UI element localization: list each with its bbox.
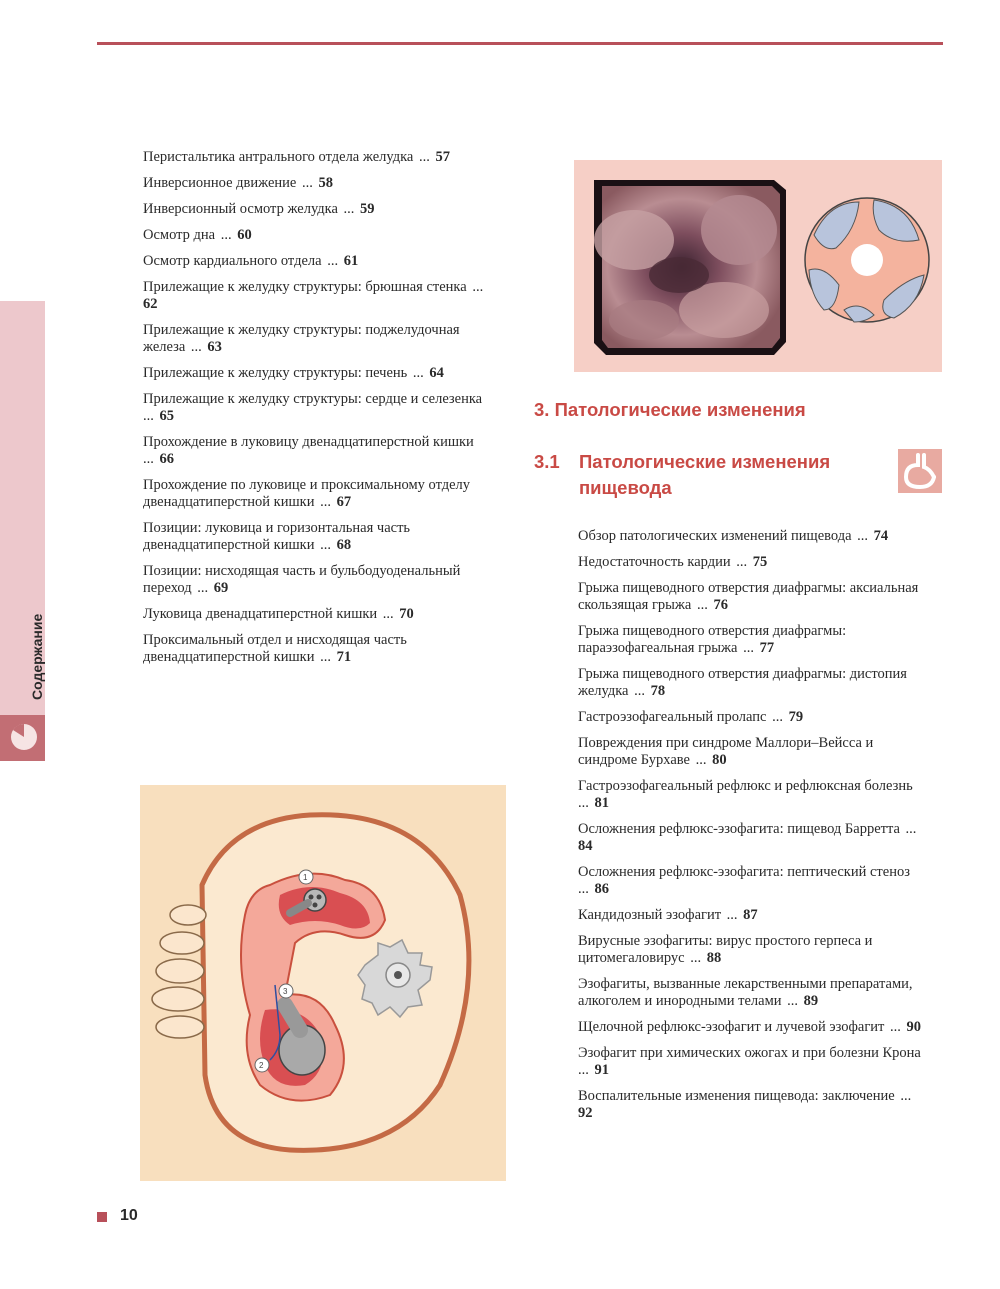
section-3-1-title-line2: пищевода [579,477,672,498]
toc-entry-leader: ... [853,528,872,544]
toc-entry[interactable] [143,477,488,511]
toc-entry-title: Эзофагит при химических ожогах и при болезни Крона [578,1045,921,1061]
toc-entry[interactable] [143,253,488,270]
toc-entry-page: 74 [873,528,889,544]
toc-entry-title: Прилежащие к желудку структуры: поджелудочная железа [143,322,460,355]
toc-entry[interactable] [578,907,923,924]
toc-entry[interactable] [578,778,923,812]
toc-entry[interactable] [578,933,923,967]
toc-entry-page: 88 [706,950,722,966]
toc-entry-leader: ... [316,649,335,665]
toc-entry[interactable] [578,1088,923,1122]
toc-entry[interactable] [143,434,488,468]
section-3-1-title-line1: Патологические изменения [579,451,831,472]
toc-entry-title: Инверсионное движение [143,175,297,191]
toc-entry-leader: ... [768,709,787,725]
cross-section-figure [140,785,506,1181]
toc-entry-page: 57 [435,149,450,165]
toc-entry-title: Осложнения рефлюкс-эзофагита: пептический стеноз [578,864,910,880]
toc-entry-page: 60 [237,227,252,243]
toc-entry-title: Прилежащие к желудку структуры: брюшная стенка [143,279,467,295]
toc-entry-title: Прохождение в луковицу двенадцатиперстной кишки [143,434,474,450]
toc-entry-leader: ... [323,253,342,269]
toc-entry-leader: ... [630,683,649,699]
toc-entry-page: 61 [343,253,359,269]
toc-entry[interactable] [143,606,488,623]
cross-section-illustration [140,785,506,1181]
toc-entry[interactable] [578,735,923,769]
toc-entry-page: 66 [159,451,174,467]
toc-entry-title: Грыжа пищеводного отверстия диафрагмы: аксиальная скользящая грыжа [578,580,919,613]
toc-entry-leader: ... [783,993,802,1009]
toc-entry-leader: ... [901,821,917,837]
toc-entry-page: 64 [429,365,444,381]
toc-entry-leader: ... [886,1019,905,1035]
toc-entry-title: Осмотр дна [143,227,216,243]
toc-entry-title: Кандидозный эзофагит [578,907,722,923]
toc-entry-leader: ... [578,1062,593,1078]
toc-entry-title: Прилежащие к желудку структуры: сердце и селезенка [143,391,483,407]
toc-entry[interactable] [143,227,488,244]
toc-entry-title: Прилежащие к желудку структуры: печень [143,365,408,381]
toc-entry-page: 90 [906,1019,921,1035]
toc-entry-title: Гастроэзофагеальный пролапс [578,709,767,725]
toc-entry-page: 84 [578,838,593,854]
toc-entry[interactable] [578,864,923,898]
toc-entry[interactable] [578,528,923,545]
toc-entry-title: Обзор патологических изменений пищевода [578,528,852,544]
toc-entry[interactable] [578,666,923,700]
section-3-title: 3. Патологические изменения [534,399,806,420]
section-3-1-title [534,449,894,501]
figure-label-2: 2 [259,1061,264,1070]
toc-entry-page: 63 [207,339,222,355]
endoscopy-figure [574,160,942,372]
side-tab-label: Содержание [29,613,45,700]
top-rule [97,42,943,45]
toc-entry-title: Гастроэзофагеальный рефлюкс и рефлюксная болезнь [578,778,913,794]
toc-entry-title: Прохождение по луковице и проксимальному отделу двенадцатиперстной кишки [143,477,471,510]
toc-entry-leader: ... [379,606,398,622]
toc-entry-leader: ... [415,149,434,165]
toc-entry-page: 92 [578,1105,593,1121]
toc-entry-page: 59 [360,201,375,217]
toc-entry-leader: ... [686,950,705,966]
toc-entry-leader: ... [409,365,428,381]
toc-entry-leader: ... [217,227,236,243]
toc-entry-leader: ... [578,881,593,897]
section-tab-icon [9,722,39,752]
toc-entry-page: 75 [752,554,768,570]
toc-entry-page: 86 [594,881,609,897]
toc-entry-page: 68 [336,537,352,553]
toc-entry-title: Грыжа пищеводного отверстия диафрагмы: параэзофагеальная грыжа [578,623,847,656]
toc-entry[interactable] [578,821,923,855]
toc-entry-leader: ... [693,597,712,613]
stomach-icon [898,449,942,493]
toc-entry-leader: ... [723,907,742,923]
toc-entry-leader: ... [298,175,317,191]
toc-entry[interactable] [143,279,488,313]
toc-entry-page: 58 [318,175,333,191]
toc-entry[interactable] [578,554,923,571]
toc-entry-page: 65 [159,408,174,424]
toc-entry-title: Воспалительные изменения пищевода: заключение [578,1088,895,1104]
toc-entry[interactable] [578,709,923,726]
toc-entry[interactable] [143,201,488,218]
toc-entry-page: 80 [712,752,727,768]
toc-entry-page: 79 [788,709,804,725]
toc-entry-title: Осмотр кардиального отдела [143,253,322,269]
toc-entry-title: Инверсионный осмотр желудка [143,201,338,217]
toc-entry-title: Эзофагиты, вызванные лекарственными препаратами, алкоголем и инородными телами [578,976,913,1009]
toc-entry[interactable] [143,149,488,166]
toc-entry-title: Повреждения при синдроме Маллори–Вейсса и синдроме Бурхаве [578,735,874,768]
toc-entry-title: Луковица двенадцатиперстной кишки [143,606,378,622]
toc-entry-title: Щелочной рефлюкс-эзофагит и лучевой эзофагит [578,1019,885,1035]
toc-entry[interactable] [578,580,923,614]
toc-entry-title: Осложнения рефлюкс-эзофагита: пищевод Барретта [578,821,900,837]
toc-entry[interactable] [143,632,488,666]
toc-entry[interactable] [143,365,488,382]
toc-entry-leader: ... [739,640,758,656]
toc-entry-leader: ... [316,537,335,553]
endoscopy-illustration [574,160,942,372]
toc-entry[interactable] [578,1045,923,1079]
toc-entry-title: Грыжа пищеводного отверстия диафрагмы: дистопия желудка [578,666,907,699]
toc-entry-leader: ... [143,451,158,467]
toc-entry[interactable] [578,623,923,657]
toc-entry-leader: ... [896,1088,912,1104]
toc-entry-title: Позиции: луковица и горизонтальная часть двенадцатиперстной кишки [143,520,411,553]
toc-entry[interactable] [143,175,488,192]
toc-entry-page: 76 [713,597,728,613]
toc-entry-title: Вирусные эзофагиты: вирус простого герпеса и цитомегаловирус [578,933,873,966]
toc-entry-page: 70 [399,606,414,622]
toc-entry-page: 69 [213,580,229,596]
toc-left-column [143,149,488,675]
section-3-1-number: 3.1 [534,451,560,472]
toc-entry-page: 87 [743,907,758,923]
toc-entry-leader: ... [193,580,212,596]
toc-entry-leader: ... [339,201,359,217]
toc-entry-leader: ... [468,279,484,295]
page-number: 10 [120,1207,138,1224]
figure-label-1: 1 [303,873,308,882]
toc-entry-page: 91 [594,1062,609,1078]
esophagus-section-icon [898,449,942,493]
toc-entry[interactable] [143,563,488,597]
toc-entry[interactable] [143,520,488,554]
toc-entry-leader: ... [316,494,335,510]
toc-entry[interactable] [578,976,923,1010]
toc-entry-page: 89 [803,993,819,1009]
toc-entry-page: 77 [759,640,775,656]
toc-right-column [578,528,923,1131]
toc-entry-leader: ... [691,752,711,768]
toc-entry-leader: ... [143,408,158,424]
toc-entry[interactable] [143,391,488,425]
toc-entry-title: Недостаточность кардии [578,554,731,570]
toc-entry-title: Проксимальный отдел и нисходящая часть двенадцатиперстной кишки [143,632,407,665]
toc-entry-leader: ... [187,339,206,355]
toc-entry[interactable] [143,322,488,356]
toc-entry-leader: ... [732,554,751,570]
figure-label-3: 3 [283,987,288,996]
toc-entry[interactable] [578,1019,923,1036]
toc-entry-page: 71 [336,649,352,665]
page-number-marker [97,1212,107,1222]
toc-entry-title: Позиции: нисходящая часть и бульбодуоденальный переход [143,563,461,596]
toc-entry-page: 67 [336,494,352,510]
toc-entry-page: 81 [594,795,609,811]
toc-entry-page: 62 [143,296,158,312]
toc-entry-leader: ... [578,795,593,811]
toc-entry-page: 78 [650,683,666,699]
toc-entry-title: Перистальтика антрального отдела желудка [143,149,414,165]
